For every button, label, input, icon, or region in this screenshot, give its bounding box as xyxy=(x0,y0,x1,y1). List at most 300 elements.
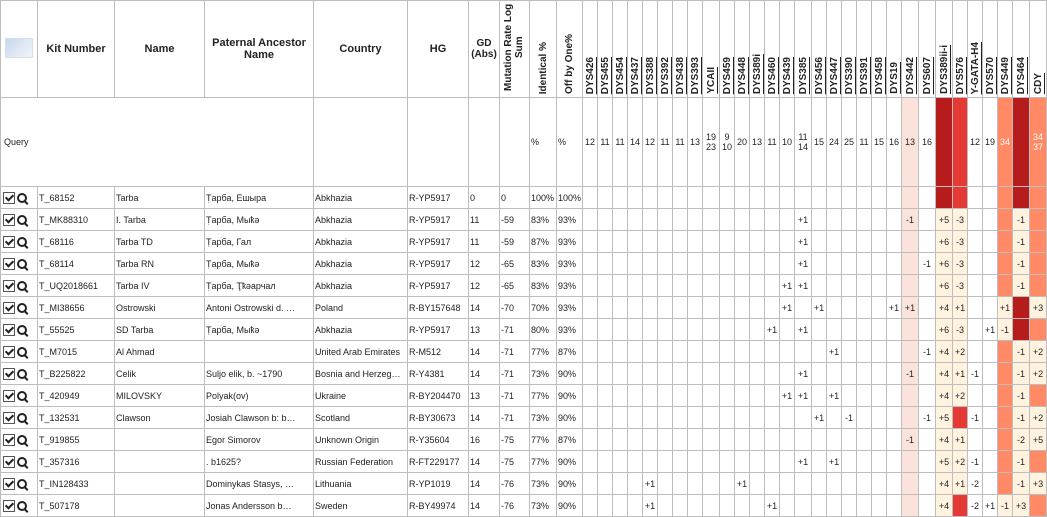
cell-identical: 83% xyxy=(530,275,557,297)
cell-marker-diff xyxy=(765,341,780,363)
cell-marker-diff xyxy=(998,187,1013,209)
cell-marker-diff xyxy=(998,363,1013,385)
cell-marker-diff: +4 xyxy=(936,473,953,495)
table-row[interactable] xyxy=(1,385,1047,407)
row-select-cell[interactable] xyxy=(1,275,38,297)
cell-marker-diff xyxy=(583,451,598,473)
cell-marker-diff xyxy=(720,363,735,385)
cell-hg: R-BY30673 xyxy=(408,407,469,429)
cell-marker-diff xyxy=(598,187,613,209)
row-select-cell[interactable] xyxy=(1,341,38,363)
row-select-cell[interactable] xyxy=(1,407,38,429)
cell-marker-diff xyxy=(872,231,887,253)
magnifier-icon[interactable] xyxy=(17,281,27,291)
query-gd xyxy=(469,98,500,187)
cell-marker-diff xyxy=(750,187,765,209)
col-marker-dys388[interactable]: DYS388 xyxy=(643,1,658,98)
logo-cell xyxy=(1,1,38,98)
cell-marker-diff xyxy=(887,275,902,297)
cell-paternal-ancestor: Ṭарба, Гал xyxy=(205,231,314,253)
cell-marker-diff xyxy=(983,341,998,363)
row-select-cell[interactable] xyxy=(1,495,38,517)
magnifier-icon[interactable] xyxy=(17,237,27,247)
cell-identical: 77% xyxy=(530,429,557,451)
cell-marker-diff xyxy=(857,187,872,209)
col-marker-dys389ii-i[interactable]: DYS389ii-i xyxy=(936,1,953,98)
cell-marker-diff xyxy=(643,187,658,209)
cell-marker-diff xyxy=(1030,319,1047,341)
cell-marker-diff xyxy=(673,341,688,363)
cell-kit-number[interactable]: T_B225822 xyxy=(38,363,115,385)
cell-marker-diff xyxy=(857,209,872,231)
table-row[interactable] xyxy=(1,473,1047,495)
cell-marker-diff xyxy=(872,429,887,451)
col-marker-dys390[interactable]: DYS390 xyxy=(842,1,857,98)
cell-kit-number[interactable]: T_420949 xyxy=(38,385,115,407)
col-marker-dys607[interactable]: DYS607 xyxy=(919,1,936,98)
cell-off-by-one: 100% xyxy=(557,187,583,209)
cell-identical: 73% xyxy=(530,495,557,517)
cell-identical: 77% xyxy=(530,385,557,407)
cell-marker-diff xyxy=(658,495,673,517)
col-gd[interactable]: GD (Abs) xyxy=(469,1,500,98)
cell-kit-number[interactable]: T_68114 xyxy=(38,253,115,275)
checkbox-checked-icon[interactable] xyxy=(3,236,15,248)
checkbox-checked-icon[interactable] xyxy=(3,390,15,402)
query-marker-value: 25 xyxy=(842,98,857,187)
cell-marker-diff xyxy=(643,209,658,231)
row-select-cell[interactable] xyxy=(1,429,38,451)
cell-marker-diff: +1 xyxy=(765,495,780,517)
cell-marker-diff xyxy=(812,209,827,231)
col-marker-dys576[interactable]: DYS576 xyxy=(953,1,968,98)
col-marker-y-gata-h4[interactable]: Y-GATA-H4 xyxy=(968,1,983,98)
checkbox-checked-icon[interactable] xyxy=(3,478,15,490)
cell-marker-diff xyxy=(953,495,968,517)
cell-marker-diff: -1 xyxy=(842,407,857,429)
col-marker-dys449[interactable]: DYS449 xyxy=(998,1,1013,98)
cell-marker-diff xyxy=(583,341,598,363)
col-marker-dys391[interactable]: DYS391 xyxy=(857,1,872,98)
row-select-cell[interactable] xyxy=(1,385,38,407)
table-row[interactable] xyxy=(1,231,1047,253)
checkbox-checked-icon[interactable] xyxy=(3,324,15,336)
magnifier-icon[interactable] xyxy=(17,325,27,335)
cell-marker-diff: +4 xyxy=(936,385,953,407)
cell-marker-diff xyxy=(750,473,765,495)
cell-marker-diff xyxy=(703,473,720,495)
cell-kit-number[interactable]: T_M7015 xyxy=(38,341,115,363)
cell-marker-diff xyxy=(613,473,628,495)
col-marker-dys456[interactable]: DYS456 xyxy=(812,1,827,98)
cell-kit-number[interactable]: T_919855 xyxy=(38,429,115,451)
col-marker-dys19[interactable]: DYS19 xyxy=(887,1,902,98)
cell-marker-diff xyxy=(750,385,765,407)
checkbox-checked-icon[interactable] xyxy=(3,500,15,512)
col-marker-dys458[interactable]: DYS458 xyxy=(872,1,887,98)
cell-marker-diff xyxy=(628,341,643,363)
cell-marker-diff: -3 xyxy=(953,275,968,297)
magnifier-icon[interactable] xyxy=(17,413,27,423)
cell-mutation-rate: -59 xyxy=(500,209,530,231)
cell-marker-diff xyxy=(1030,231,1047,253)
cell-marker-diff xyxy=(983,231,998,253)
cell-marker-diff xyxy=(658,429,673,451)
cell-marker-diff: -1 xyxy=(1013,209,1030,231)
cell-marker-diff xyxy=(887,473,902,495)
cell-marker-diff xyxy=(735,209,750,231)
cell-marker-diff xyxy=(613,275,628,297)
table-row[interactable] xyxy=(1,429,1047,451)
checkbox-checked-icon[interactable] xyxy=(3,258,15,270)
cell-marker-diff xyxy=(598,451,613,473)
magnifier-icon[interactable] xyxy=(17,479,27,489)
row-select-cell[interactable] xyxy=(1,473,38,495)
table-row[interactable] xyxy=(1,209,1047,231)
col-marker-dys447[interactable]: DYS447 xyxy=(827,1,842,98)
cell-kit-number[interactable]: T_68152 xyxy=(38,187,115,209)
cell-marker-diff xyxy=(613,385,628,407)
row-select-cell[interactable] xyxy=(1,187,38,209)
cell-paternal-ancestor: Egor Simorov xyxy=(205,429,314,451)
cell-hg: R-M512 xyxy=(408,341,469,363)
cell-marker-diff xyxy=(968,231,983,253)
cell-marker-diff xyxy=(780,451,795,473)
cell-mutation-rate: -70 xyxy=(500,297,530,319)
cell-marker-diff xyxy=(919,231,936,253)
cell-hg: R-BY204470 xyxy=(408,385,469,407)
checkbox-checked-icon[interactable] xyxy=(3,456,15,468)
col-marker-dys455[interactable]: DYS455 xyxy=(598,1,613,98)
magnifier-icon[interactable] xyxy=(17,391,27,401)
cell-kit-number[interactable]: T_357316 xyxy=(38,451,115,473)
cell-country: Bosnia and Herzeg… xyxy=(314,363,408,385)
cell-marker-diff xyxy=(842,187,857,209)
col-marker-dys448[interactable]: DYS448 xyxy=(735,1,750,98)
cell-marker-diff xyxy=(583,275,598,297)
magnifier-icon[interactable] xyxy=(17,303,27,313)
col-marker-ycaii[interactable]: YCAII xyxy=(703,1,720,98)
cell-marker-diff xyxy=(750,319,765,341)
query-marker-value: 11 xyxy=(765,98,780,187)
cell-marker-diff xyxy=(673,407,688,429)
cell-off-by-one: 90% xyxy=(557,473,583,495)
cell-marker-diff xyxy=(998,429,1013,451)
cell-name xyxy=(115,473,205,495)
cell-marker-diff xyxy=(658,209,673,231)
cell-marker-diff xyxy=(643,429,658,451)
cell-marker-diff xyxy=(658,473,673,495)
cell-marker-diff: +5 xyxy=(936,407,953,429)
cell-marker-diff xyxy=(812,363,827,385)
cell-marker-diff xyxy=(750,231,765,253)
cell-marker-diff xyxy=(628,407,643,429)
magnifier-icon[interactable] xyxy=(17,501,27,511)
cell-marker-diff xyxy=(857,341,872,363)
cell-marker-diff xyxy=(812,495,827,517)
cell-marker-diff: +4 xyxy=(936,341,953,363)
table-row[interactable] xyxy=(1,451,1047,473)
cell-country: Abkhazia xyxy=(314,275,408,297)
cell-marker-diff xyxy=(795,429,812,451)
cell-marker-diff xyxy=(750,429,765,451)
query-off-by-one: % xyxy=(557,98,583,187)
magnifier-icon[interactable] xyxy=(17,435,27,445)
cell-marker-diff xyxy=(643,363,658,385)
checkbox-checked-icon[interactable] xyxy=(3,346,15,358)
cell-marker-diff xyxy=(765,473,780,495)
cell-marker-diff xyxy=(919,209,936,231)
cell-marker-diff xyxy=(673,473,688,495)
cell-kit-number[interactable]: T_UQ2018661 xyxy=(38,275,115,297)
cell-marker-diff xyxy=(613,187,628,209)
cell-marker-diff xyxy=(780,187,795,209)
cell-hg: R-YP1019 xyxy=(408,473,469,495)
cell-marker-diff xyxy=(703,495,720,517)
app-logo xyxy=(5,38,33,58)
query-marker-value: 14 xyxy=(628,98,643,187)
cell-off-by-one: 90% xyxy=(557,363,583,385)
table-row[interactable] xyxy=(1,187,1047,209)
cell-marker-diff xyxy=(720,231,735,253)
cell-marker-diff xyxy=(720,187,735,209)
col-marker-dys437[interactable]: DYS437 xyxy=(628,1,643,98)
cell-marker-diff: -1 xyxy=(1013,341,1030,363)
cell-kit-number[interactable]: T_68116 xyxy=(38,231,115,253)
magnifier-icon[interactable] xyxy=(17,193,27,203)
cell-marker-diff xyxy=(658,319,673,341)
cell-marker-diff xyxy=(673,209,688,231)
cell-marker-diff xyxy=(628,385,643,407)
col-marker-cdy[interactable]: CDY xyxy=(1030,1,1047,98)
cell-marker-diff xyxy=(598,319,613,341)
col-off-by-one[interactable]: Off by One% xyxy=(557,1,583,98)
magnifier-icon[interactable] xyxy=(17,215,27,225)
cell-marker-diff xyxy=(983,275,998,297)
cell-marker-diff: +4 xyxy=(936,429,953,451)
cell-marker-diff xyxy=(628,187,643,209)
col-marker-dys454[interactable]: DYS454 xyxy=(613,1,628,98)
col-marker-dys459[interactable]: DYS459 xyxy=(720,1,735,98)
cell-mutation-rate: -76 xyxy=(500,473,530,495)
query-marker-value xyxy=(1013,98,1030,187)
col-marker-dys439[interactable]: DYS439 xyxy=(780,1,795,98)
cell-marker-diff xyxy=(1030,451,1047,473)
cell-kit-number[interactable]: T_132531 xyxy=(38,407,115,429)
cell-marker-diff xyxy=(613,495,628,517)
cell-marker-diff xyxy=(750,253,765,275)
magnifier-icon[interactable] xyxy=(17,347,27,357)
row-select-cell[interactable] xyxy=(1,363,38,385)
cell-country: Unknown Origin xyxy=(314,429,408,451)
cell-off-by-one: 87% xyxy=(557,429,583,451)
cell-marker-diff xyxy=(688,429,703,451)
col-marker-dys442[interactable]: DYS442 xyxy=(902,1,919,98)
col-country[interactable]: Country xyxy=(314,1,408,98)
col-paternal-ancestor[interactable]: Paternal Ancestor Name xyxy=(205,1,314,98)
cell-marker-diff xyxy=(613,209,628,231)
cell-paternal-ancestor: Polyak(ov) xyxy=(205,385,314,407)
cell-gd: 14 xyxy=(469,297,500,319)
cell-marker-diff xyxy=(1013,187,1030,209)
cell-marker-diff: -1 xyxy=(902,209,919,231)
cell-marker-diff xyxy=(583,209,598,231)
cell-identical: 77% xyxy=(530,341,557,363)
cell-marker-diff xyxy=(812,385,827,407)
cell-kit-number[interactable]: T_507178 xyxy=(38,495,115,517)
table-row[interactable] xyxy=(1,297,1047,319)
cell-marker-diff xyxy=(643,341,658,363)
cell-marker-diff: +3 xyxy=(1030,297,1047,319)
cell-off-by-one: 93% xyxy=(557,231,583,253)
cell-kit-number[interactable]: T_55525 xyxy=(38,319,115,341)
cell-marker-diff: -1 xyxy=(998,495,1013,517)
table-row[interactable] xyxy=(1,253,1047,275)
row-select-cell[interactable] xyxy=(1,253,38,275)
cell-marker-diff xyxy=(919,385,936,407)
cell-mutation-rate: 0 xyxy=(500,187,530,209)
query-hg xyxy=(408,98,469,187)
table-row[interactable] xyxy=(1,319,1047,341)
row-select-cell[interactable] xyxy=(1,231,38,253)
cell-kit-number[interactable]: T_MI38656 xyxy=(38,297,115,319)
col-mutation-rate[interactable]: Mutation Rate Log Sum xyxy=(500,1,530,98)
cell-marker-diff xyxy=(902,231,919,253)
cell-mutation-rate: -71 xyxy=(500,341,530,363)
cell-marker-diff xyxy=(872,319,887,341)
cell-gd: 14 xyxy=(469,341,500,363)
cell-marker-diff xyxy=(628,253,643,275)
cell-name: Al Ahmad xyxy=(115,341,205,363)
cell-off-by-one: 90% xyxy=(557,451,583,473)
cell-gd: 12 xyxy=(469,253,500,275)
cell-hg: R-Y35604 xyxy=(408,429,469,451)
cell-marker-diff xyxy=(658,363,673,385)
cell-gd: 14 xyxy=(469,451,500,473)
cell-marker-diff: -3 xyxy=(953,231,968,253)
cell-marker-diff xyxy=(583,473,598,495)
cell-marker-diff xyxy=(842,451,857,473)
checkbox-checked-icon[interactable] xyxy=(3,192,15,204)
col-marker-dys426[interactable]: DYS426 xyxy=(583,1,598,98)
cell-marker-diff xyxy=(598,275,613,297)
cell-marker-diff xyxy=(658,231,673,253)
magnifier-icon[interactable] xyxy=(17,369,27,379)
cell-marker-diff xyxy=(720,385,735,407)
col-marker-dys393[interactable]: DYS393 xyxy=(688,1,703,98)
cell-marker-diff xyxy=(735,253,750,275)
cell-name: Tarba IV xyxy=(115,275,205,297)
cell-marker-diff: +6 xyxy=(936,253,953,275)
checkbox-checked-icon[interactable] xyxy=(3,302,15,314)
cell-mutation-rate: -75 xyxy=(500,451,530,473)
checkbox-checked-icon[interactable] xyxy=(3,434,15,446)
query-marker-value: 11 xyxy=(598,98,613,187)
checkbox-checked-icon[interactable] xyxy=(3,214,15,226)
cell-marker-diff xyxy=(812,253,827,275)
cell-marker-diff xyxy=(812,429,827,451)
cell-marker-diff xyxy=(765,187,780,209)
col-marker-dys389i[interactable]: DYS389i xyxy=(750,1,765,98)
cell-marker-diff xyxy=(720,275,735,297)
checkbox-checked-icon[interactable] xyxy=(3,368,15,380)
cell-hg: R-BY49974 xyxy=(408,495,469,517)
cell-kit-number[interactable]: T_IN128433 xyxy=(38,473,115,495)
cell-kit-number[interactable]: T_MK88310 xyxy=(38,209,115,231)
cell-marker-diff: -1 xyxy=(902,363,919,385)
row-select-cell[interactable] xyxy=(1,319,38,341)
cell-paternal-ancestor xyxy=(205,341,314,363)
checkbox-checked-icon[interactable] xyxy=(3,412,15,424)
cell-marker-diff xyxy=(613,429,628,451)
row-select-cell[interactable] xyxy=(1,451,38,473)
cell-marker-diff xyxy=(857,231,872,253)
cell-marker-diff xyxy=(902,495,919,517)
row-select-cell[interactable] xyxy=(1,209,38,231)
col-identical[interactable]: Identical % xyxy=(530,1,557,98)
cell-marker-diff xyxy=(643,231,658,253)
cell-marker-diff: -1 xyxy=(919,341,936,363)
cell-marker-diff xyxy=(953,187,968,209)
cell-marker-diff xyxy=(583,319,598,341)
col-marker-dys570[interactable]: DYS570 xyxy=(983,1,998,98)
cell-marker-diff: +4 xyxy=(936,495,953,517)
col-hg[interactable]: HG xyxy=(408,1,469,98)
cell-marker-diff: +1 xyxy=(780,385,795,407)
col-marker-dys438[interactable]: DYS438 xyxy=(673,1,688,98)
cell-country: Abkhazia xyxy=(314,231,408,253)
table-row[interactable] xyxy=(1,363,1047,385)
table-row[interactable] xyxy=(1,407,1047,429)
cell-marker-diff: +1 xyxy=(795,253,812,275)
cell-marker-diff: +1 xyxy=(780,297,795,319)
col-kit-number[interactable]: Kit Number xyxy=(38,1,115,98)
cell-marker-diff: +2 xyxy=(1030,363,1047,385)
col-marker-dys464[interactable]: DYS464 xyxy=(1013,1,1030,98)
cell-country: Russian Federation xyxy=(314,451,408,473)
col-name[interactable]: Name xyxy=(115,1,205,98)
cell-marker-diff xyxy=(936,187,953,209)
cell-marker-diff xyxy=(842,429,857,451)
cell-marker-diff xyxy=(983,209,998,231)
cell-hg: R-Y4381 xyxy=(408,363,469,385)
cell-marker-diff xyxy=(887,451,902,473)
table-row[interactable] xyxy=(1,275,1047,297)
cell-paternal-ancestor: Ṭарба, Мыҟə xyxy=(205,209,314,231)
cell-marker-diff xyxy=(735,495,750,517)
cell-marker-diff xyxy=(857,495,872,517)
cell-marker-diff xyxy=(887,319,902,341)
query-marker-value: 15 xyxy=(812,98,827,187)
magnifier-icon[interactable] xyxy=(17,259,27,269)
row-select-cell[interactable] xyxy=(1,297,38,319)
magnifier-icon[interactable] xyxy=(17,457,27,467)
checkbox-checked-icon[interactable] xyxy=(3,280,15,292)
table-row[interactable] xyxy=(1,495,1047,517)
col-marker-dys460[interactable]: DYS460 xyxy=(765,1,780,98)
cell-marker-diff xyxy=(827,363,842,385)
cell-marker-diff: +1 xyxy=(735,473,750,495)
cell-marker-diff xyxy=(857,363,872,385)
col-marker-dys392[interactable]: DYS392 xyxy=(658,1,673,98)
table-row[interactable] xyxy=(1,341,1047,363)
col-marker-dys385[interactable]: DYS385 xyxy=(795,1,812,98)
cell-mutation-rate: -65 xyxy=(500,253,530,275)
cell-marker-diff: +1 xyxy=(765,319,780,341)
cell-marker-diff: -3 xyxy=(953,253,968,275)
cell-marker-diff xyxy=(658,253,673,275)
cell-marker-diff: +1 xyxy=(953,473,968,495)
